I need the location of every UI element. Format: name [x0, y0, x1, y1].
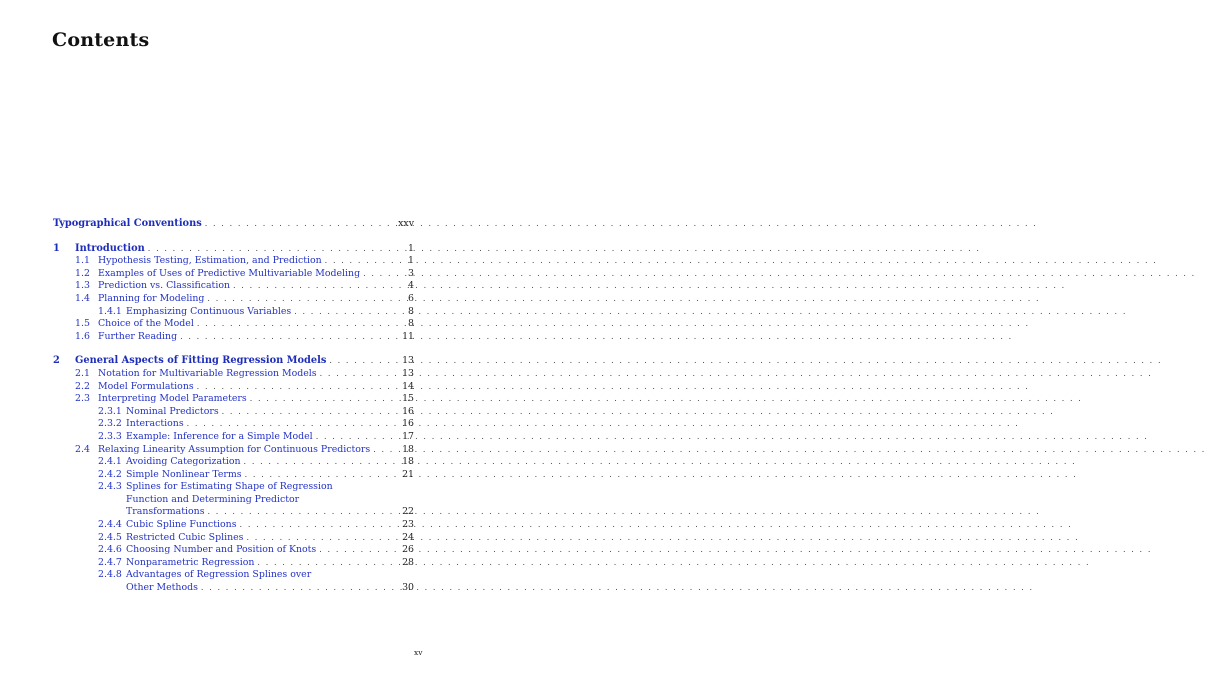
toc-entry-2.2[interactable] [53, 381, 414, 394]
toc-chapter-2[interactable] [53, 355, 414, 368]
toc-entry-2.4.6[interactable] [53, 544, 414, 557]
toc-entry-page: 17 [402, 430, 414, 442]
toc-entry-2.3[interactable] [53, 393, 414, 406]
toc-entry-page: 13 [402, 355, 414, 367]
toc-entry-page: 15 [402, 393, 414, 405]
toc-entry-label: Restricted Cubic Splines [126, 531, 244, 543]
dot-leader [222, 406, 399, 419]
toc-entry-page: 3 [408, 267, 414, 279]
toc-entry-page: 22 [402, 506, 414, 518]
toc-entry-number: 2.3.3 [98, 430, 122, 442]
toc-entry-number: 2.4.3 [98, 481, 122, 493]
spacer [53, 231, 414, 243]
toc-entry-1.5[interactable] [53, 318, 414, 331]
toc-entry-page: 18 [402, 443, 414, 455]
toc-entry-1.1[interactable] [53, 255, 414, 268]
toc-entry-1.4[interactable] [53, 293, 414, 306]
toc-entry-label: Interactions [126, 418, 184, 430]
dot-leader [373, 444, 399, 457]
toc-entry-label: Typographical Conventions [53, 218, 202, 229]
toc-entry-label: Nonparametric Regression [126, 556, 255, 568]
toc-entry-number: 2.3.2 [98, 418, 122, 430]
toc-entry-page: 14 [402, 380, 414, 392]
dot-leader [187, 418, 399, 431]
dot-leader [240, 519, 400, 532]
toc-chapter-number: 2 [53, 355, 60, 367]
toc-entry-number: 1.3 [75, 280, 90, 292]
dot-leader [246, 532, 399, 545]
toc-entry-label: Other Methods [126, 582, 198, 594]
toc-entry-number: 1.4.1 [98, 305, 122, 317]
toc-entry-2.4.1[interactable] [53, 456, 414, 469]
toc-entry-page: 28 [402, 556, 414, 568]
toc-entry-number: 2.4.5 [98, 531, 122, 543]
toc-entry-number: 1.6 [75, 330, 90, 342]
dot-leader [363, 268, 405, 281]
toc-entry-label: Example: Inference for a Simple Model [126, 430, 313, 442]
toc-entry-page: 6 [408, 292, 414, 304]
toc-entry-page: 16 [402, 405, 414, 417]
toc-entry-1.3[interactable] [53, 280, 414, 293]
toc-entry-continuation[interactable] [53, 582, 414, 595]
dot-leader [294, 306, 405, 319]
toc-entry-number: 1.4 [75, 292, 90, 304]
toc-entry-label: Simple Nonlinear Terms [126, 468, 242, 480]
toc-entry-number: 2.1 [75, 367, 90, 379]
toc-entry-label: Notation for Multivariable Regression Models [98, 367, 317, 379]
toc-entry-label: Planning for Modeling [98, 292, 205, 304]
toc-entry-page: 1 [408, 255, 414, 267]
toc-entry-label: Function and Determining Predictor [126, 493, 300, 505]
toc-entry-continuation[interactable] [53, 494, 414, 507]
toc-entry-page: 26 [402, 544, 414, 556]
toc-entry-2.3.2[interactable] [53, 418, 414, 431]
dot-leader [325, 255, 405, 268]
toc-page [0, 0, 499, 694]
toc-entry-label: Emphasizing Continuous Variables [126, 305, 292, 317]
toc-entry-label: Hypothesis Testing, Estimation, and Prediction [98, 255, 322, 267]
toc-entry-1.2[interactable] [53, 268, 414, 281]
dot-leader [319, 544, 399, 557]
dot-leader [320, 368, 399, 381]
toc-entry-number: 2.4.1 [98, 456, 122, 468]
toc-entry-page: 30 [402, 582, 414, 594]
dot-leader [257, 557, 399, 570]
toc-entry-page: 1 [408, 242, 414, 254]
toc-entry-2.3.1[interactable] [53, 406, 414, 419]
toc-entry-page: 24 [402, 531, 414, 543]
dot-leader [244, 456, 400, 469]
toc-entry-number: 1.2 [75, 267, 90, 279]
toc-entry-2.4.4[interactable] [53, 519, 414, 532]
toc-entry-page: 16 [402, 418, 414, 430]
dot-leader [245, 469, 399, 482]
toc-entry-label: Relaxing Linearity Assumption for Continuous Predictors [98, 443, 371, 455]
toc-entry-2.4.7[interactable] [53, 557, 414, 570]
dot-leader [316, 431, 399, 444]
toc-entry-page: 8 [408, 318, 414, 330]
toc-entry-number: 2.4.8 [98, 569, 122, 581]
dot-leader [208, 506, 400, 519]
toc-entry-2.4[interactable] [53, 444, 414, 457]
dot-leader [148, 243, 405, 256]
dot-leader [250, 393, 399, 406]
toc-chapter-label: Introduction [75, 242, 145, 254]
toc-entry-number: 2.3 [75, 393, 90, 405]
table-of-contents [53, 218, 414, 595]
toc-entry-1.6[interactable] [53, 331, 414, 344]
toc-chapter-1[interactable] [53, 243, 414, 256]
dot-leader [180, 331, 399, 344]
toc-chapter-label: General Aspects of Fitting Regression Models [75, 355, 327, 367]
toc-entry-label: Further Reading [98, 330, 178, 342]
toc-entry-front-matter[interactable] [53, 218, 414, 231]
toc-entry-label: Cubic Spline Functions [126, 519, 237, 531]
toc-entry-number: 1.1 [75, 255, 90, 267]
toc-entry-label: Avoiding Categorization [126, 456, 241, 468]
toc-entry-number: 2.4.7 [98, 556, 122, 568]
toc-entry-continuation[interactable] [53, 506, 414, 519]
toc-entry-page: 18 [402, 456, 414, 468]
toc-entry-page: 13 [402, 367, 414, 379]
toc-entry-label: Choosing Number and Position of Knots [126, 544, 317, 556]
toc-entry-2.1[interactable] [53, 368, 414, 381]
toc-entry-label: Nominal Predictors [126, 405, 219, 417]
toc-entry-page: 8 [408, 305, 414, 317]
toc-entry-label: Examples of Uses of Predictive Multivariable Modeling [98, 267, 361, 279]
dot-leader [201, 582, 399, 595]
toc-entry-1.4.1[interactable] [53, 306, 414, 319]
dot-leader [207, 293, 405, 306]
toc-entry-label: Transformations [126, 506, 205, 518]
toc-entry-page: 4 [408, 280, 414, 292]
toc-entry-label: Splines for Estimating Shape of Regression [126, 481, 333, 493]
toc-entry-page: 23 [402, 519, 414, 531]
dot-leader [197, 318, 405, 331]
toc-entry-2.4.3[interactable] [53, 481, 414, 494]
toc-entry-number: 2.4.2 [98, 468, 122, 480]
dot-leader [329, 355, 399, 368]
toc-entry-label: Interpreting Model Parameters [98, 393, 247, 405]
toc-entry-label: Model Formulations [98, 380, 194, 392]
toc-chapter-number: 1 [53, 242, 60, 254]
toc-entry-number: 1.5 [75, 318, 90, 330]
toc-entry-page: 11 [402, 330, 414, 342]
toc-entry-label: Choice of the Model [98, 318, 194, 330]
toc-entry-page: 21 [402, 468, 414, 480]
toc-entry-2.4.2[interactable] [53, 469, 414, 482]
toc-entry-2.3.3[interactable] [53, 431, 414, 444]
toc-entry-page: xxv [398, 218, 414, 229]
page-number: xv [414, 648, 423, 657]
dot-leader [233, 280, 405, 293]
dot-leader [197, 381, 399, 394]
page-title: Contents [52, 29, 150, 51]
toc-entry-number: 2.3.1 [98, 405, 122, 417]
toc-entry-label: Advantages of Regression Splines over [126, 569, 312, 581]
toc-entry-2.4.8[interactable] [53, 569, 414, 582]
toc-entry-number: 2.4.4 [98, 519, 122, 531]
toc-entry-number: 2.4.6 [98, 544, 122, 556]
spacer [53, 343, 414, 355]
dot-leader [205, 218, 395, 231]
toc-entry-number: 2.4 [75, 443, 90, 455]
toc-entry-label: Prediction vs. Classification [98, 280, 231, 292]
toc-entry-2.4.5[interactable] [53, 532, 414, 545]
toc-entry-number: 2.2 [75, 380, 90, 392]
